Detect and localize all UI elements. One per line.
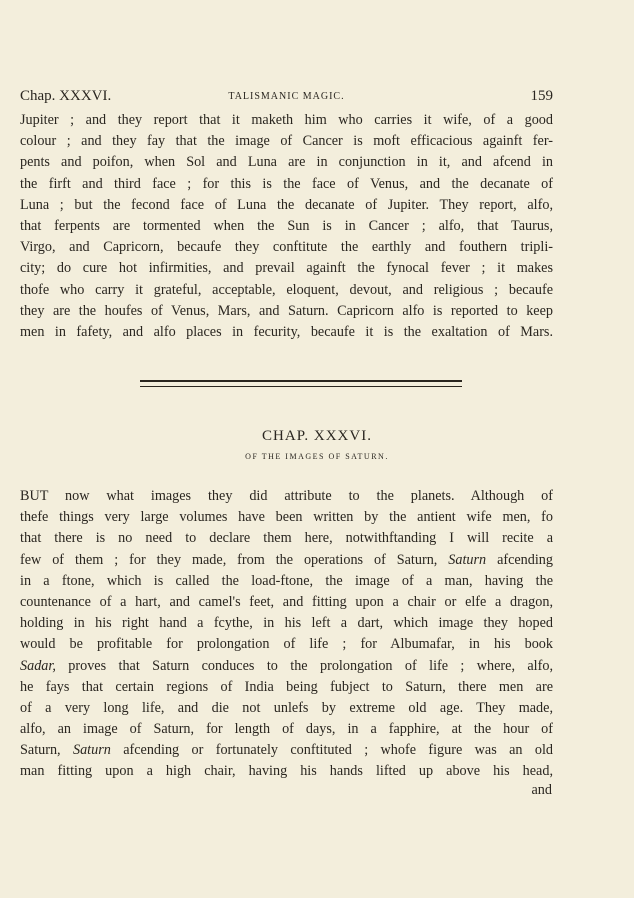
text-line: Jupiter ; and they report that it maketh him who carries it wife, of a good xyxy=(20,112,553,128)
running-head-title: TALISMANIC MAGIC. xyxy=(228,91,345,102)
divider-rule-thick xyxy=(140,380,462,382)
text-line: thefe things very large volumes have been written by the antient wife men, fo xyxy=(20,509,553,526)
text-line: that there is no need to declare them here, notwithftanding I will recite a xyxy=(20,530,553,547)
text-segment: Saturn, xyxy=(20,742,61,759)
text-line: he fays that certain regions of India being fubject to Saturn, there men are xyxy=(20,678,553,695)
text-line: of a very long life, and die not unlefs by extreme old age. They made, xyxy=(20,699,553,716)
running-head-chapter: Chap. XXXVI. xyxy=(20,88,112,104)
text-line: BUT now what images they did attribute to the planets. Although of xyxy=(20,488,553,504)
paragraph-jupiter-cancer xyxy=(20,110,553,343)
catchword: and xyxy=(531,782,552,798)
text-line: thofe who carry it grateful, acceptable, eloquent, devout, and religious ; becaufe xyxy=(20,281,553,298)
divider-rule-thin xyxy=(140,386,462,387)
running-head xyxy=(20,88,553,108)
text-line: men in fafety, and alfo places in fecurity, becaufe it is the exaltation of Mars. xyxy=(20,323,553,340)
text-line: man fitting upon a high chair, having his hands lifted up above his head, xyxy=(20,763,553,780)
text-line: Luna ; but the fecond face of Luna the decanate of Jupiter. They report, alfo, xyxy=(20,196,553,213)
text-segment: afcending or fortunately conftituted ; whofe figure was an old xyxy=(123,742,554,759)
text-line: pents and poifon, when Sol and Luna are in conjunction in it, and afcend in xyxy=(20,154,553,171)
text-line: would be profitable for prolongation of life ; for Albumafar, in his book xyxy=(20,636,553,653)
text-line: the firft and third face ; for this is the face of Venus, and the decanate of xyxy=(20,175,553,192)
text-segment: proves that Saturn conduces to the prolongation of life ; where, alfo, xyxy=(68,657,553,674)
text-line xyxy=(20,740,553,761)
chapter-title: CHAP. XXXVI. xyxy=(262,428,372,444)
italic-term: Saturn xyxy=(72,742,111,759)
text-line: that ferpents are tormented when the Sun is in Cancer ; alfo, that Taurus, xyxy=(20,217,553,234)
page-number: 159 xyxy=(530,88,553,104)
text-line xyxy=(20,656,553,677)
text-line: countenance of a hart, and camel's feet, and fitting upon a chair or elfe a dragon, xyxy=(20,593,553,610)
italic-term: Saturn xyxy=(448,551,487,568)
chapter-subtitle: OF THE IMAGES OF SATURN. xyxy=(245,452,389,461)
text-line: city; do cure hot infirmities, and prevail againft the fynocal fever ; it makes xyxy=(20,260,553,277)
italic-term: Sadar, xyxy=(20,657,56,674)
text-line: holding in his right hand a fcythe, in his left a dart, which image they hoped xyxy=(20,615,553,632)
text-segment: few of them ; for they made, from the operations of Saturn, xyxy=(20,551,438,568)
text-line: in a ftone, which is called the load-ftone, the image of a man, having the xyxy=(20,572,553,589)
text-line: alfo, an image of Saturn, for length of days, in a fapphire, at the hour of xyxy=(20,721,553,738)
text-line: Virgo, and Capricorn, becaufe they conftitute the earthly and fouthern tripli- xyxy=(20,239,553,256)
text-segment: afcending xyxy=(497,551,553,568)
text-line xyxy=(20,550,553,571)
text-line: colour ; and they fay that the image of Cancer is moft efficacious againft fer- xyxy=(20,133,553,150)
text-line: they are the houfes of Venus, Mars, and Saturn. Capricorn alfo is reported to keep xyxy=(20,302,553,319)
paragraph-images-of-saturn xyxy=(20,486,553,783)
